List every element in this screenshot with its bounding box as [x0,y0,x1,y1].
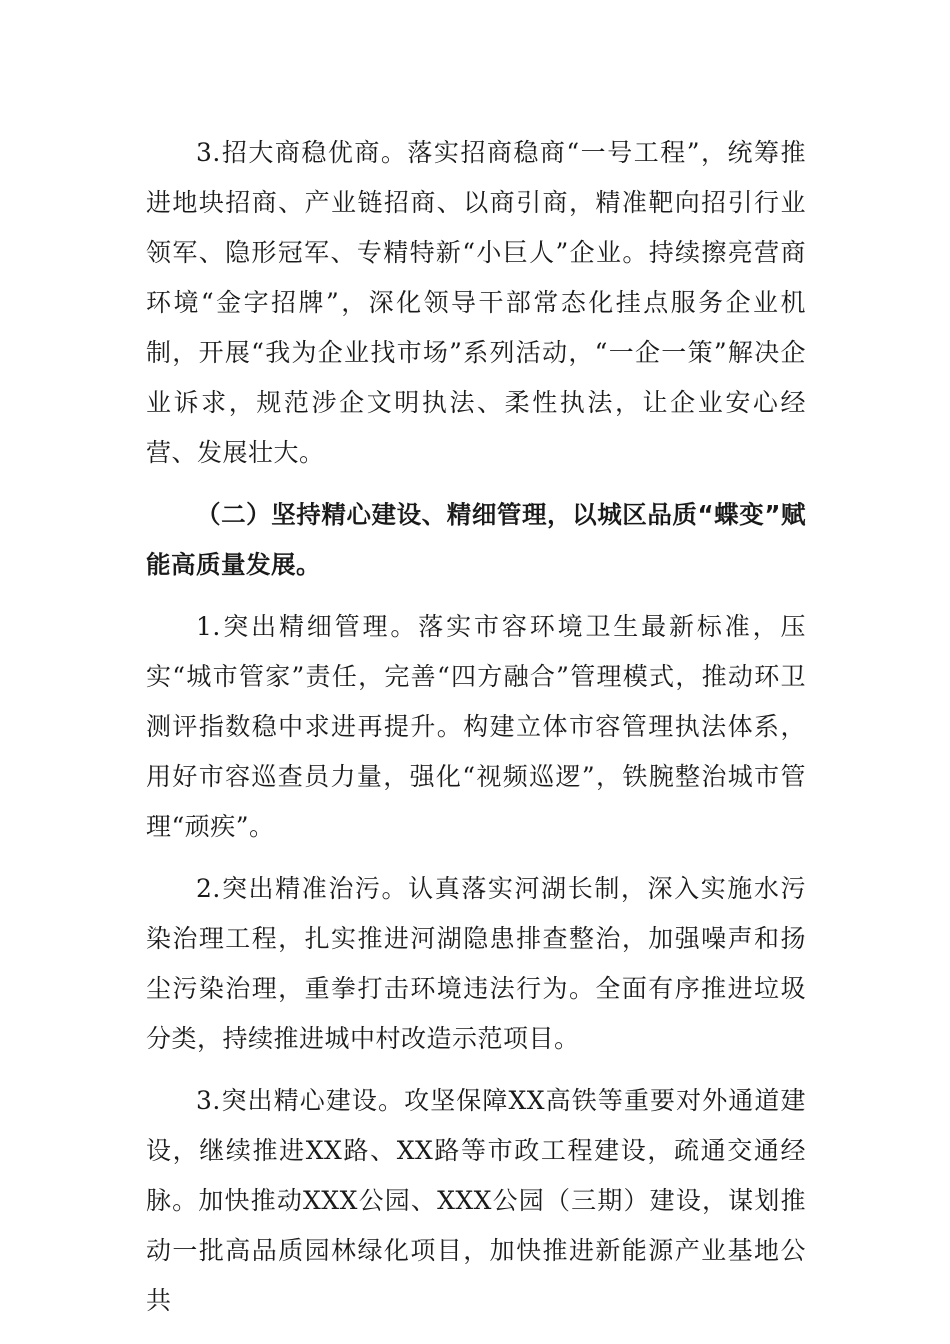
document-page [146,128,806,1326]
paragraph-pollution-control: 2.突出精准治污。认真落实河湖长制，深入实施水污染治理工程，扎实推进河湖隐患排查整治，加强噪声和扬尘污染治理，重拳打击环境违法行为。全面有序推进垃圾分类，持续推进城中村改造示范项目。 [146,874,806,1053]
paragraph-fine-management: 1.突出精细管理。落实市容环境卫生最新标准，压实“城市管家”责任，完善“四方融合”管理模式，推动环卫测评指数稳中求进再提升。构建立体市容管理执法体系，用好市容巡查员力量，强化“视频巡逻”，铁腕整治城市管理“顽疾”。 [146,612,806,841]
section-heading: （二）坚持精心建设、精细管理，以城区品质“蝶变”赋能高质量发展。 [146,500,806,579]
paragraph-investment: 3.招大商稳优商。落实招商稳商“一号工程”，统筹推进地块招商、产业链招商、以商引商，精准靶向招引行业领军、隐形冠军、专精特新“小巨人”企业。持续擦亮营商环境“金字招牌”，深化领导干部常态化挂点服务企业机制，开展“我为企业找市场”系列活动，“一企一策”解决企业诉求，规范涉企文明执法、柔性执法，让企业安心经营、发展壮大。 [146,138,806,467]
paragraph-construction: 3.突出精心建设。攻坚保障XX高铁等重要对外通道建设，继续推进XX路、XX路等市政工程建设，疏通交通经脉。加快推动XXX公园、XXX公园（三期）建设，谋划推动一批高品质园林绿化项目，加快推进新能源产业基地公共 [146,1086,806,1315]
